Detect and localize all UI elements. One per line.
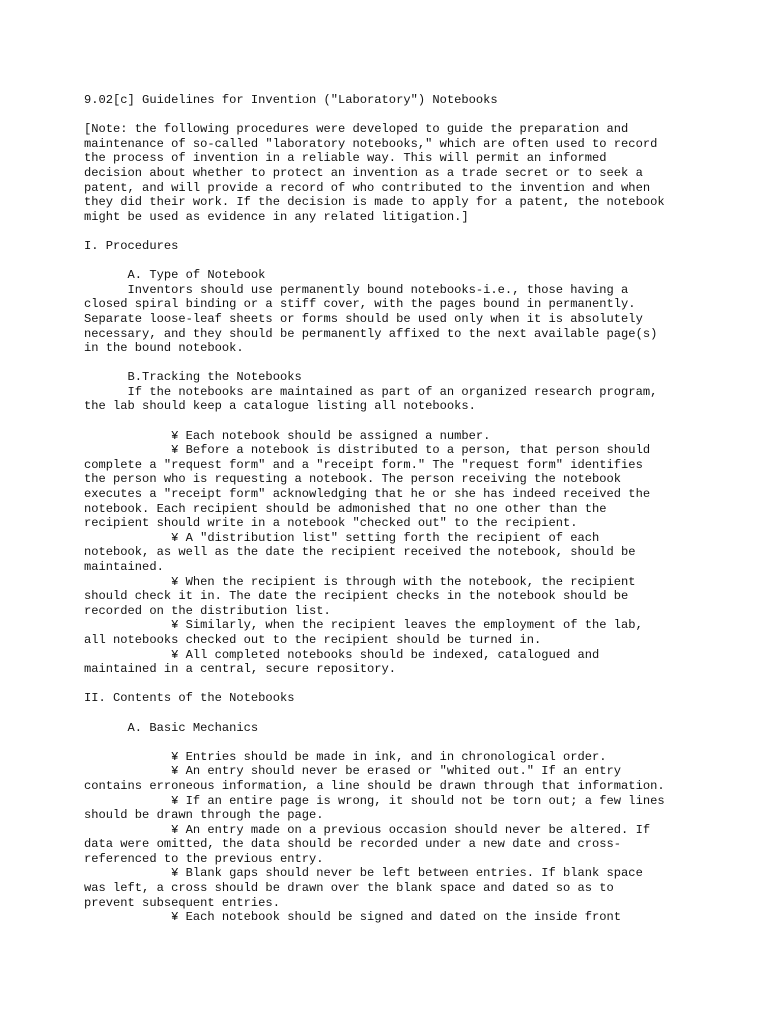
- list-item: contains erroneous information, a line should be drawn through that information.: [84, 778, 665, 793]
- spacer: [84, 735, 724, 750]
- note-line: the process of invention in a reliable way. This will permit an informed: [84, 151, 607, 166]
- paragraph-line: necessary, and they should be permanently affixed to the next available page(s): [84, 326, 658, 341]
- spacer: [84, 706, 724, 721]
- section-title-procedures: I. Procedures: [84, 238, 179, 253]
- subsection-title-tracking: B.Tracking the Notebooks: [84, 370, 302, 385]
- paragraph-line: the lab should keep a catalogue listing all notebooks.: [84, 399, 476, 414]
- list-item: ¥ Each notebook should be assigned a number.: [84, 428, 491, 443]
- note-line: maintenance of so-called "laboratory notebooks," which are often used to record: [84, 136, 658, 151]
- list-item: the person who is requesting a notebook. The person receiving the notebook: [84, 472, 622, 487]
- section-title-contents: II. Contents of the Notebooks: [84, 691, 295, 706]
- note-line: decision about whether to protect an invention as a trade secret or to seek a: [84, 165, 643, 180]
- list-item: ¥ An entry should never be erased or "whited out." If an entry: [84, 764, 622, 779]
- list-item: maintained.: [84, 560, 164, 574]
- mechanics-bullet-list: [84, 750, 724, 925]
- note-line: they did their work. If the decision is made to apply for a patent, the notebook: [84, 195, 665, 210]
- note-paragraph: [84, 122, 724, 224]
- list-item: ¥ Before a notebook is distributed to a person, that person should: [84, 443, 651, 458]
- list-item: recorded on the distribution list.: [84, 603, 331, 618]
- list-item: maintained in a central, secure repository.: [84, 662, 397, 677]
- spacer: [84, 356, 724, 371]
- list-item: should check it in. The date the recipient checks in the notebook should be: [84, 589, 629, 604]
- list-item: notebook, as well as the date the recipient received the notebook, should be: [84, 545, 636, 560]
- list-item: ¥ If an entire page is wrong, it should not be torn out; a few lines: [84, 793, 665, 808]
- list-item: ¥ Entries should be made in ink, and in chronological order.: [84, 749, 607, 764]
- note-line: [Note: the following procedures were developed to guide the preparation and: [84, 122, 629, 137]
- list-item: ¥ An entry made on a previous occasion should never be altered. If: [84, 822, 651, 837]
- subsection-title-type-of-notebook: A. Type of Notebook: [84, 268, 266, 283]
- spacer: [84, 414, 724, 429]
- paragraph-line: closed spiral binding or a stiff cover, with the pages bound in permanently.: [84, 297, 636, 312]
- list-item: ¥ Blank gaps should never be left between entries. If blank space: [84, 866, 643, 881]
- list-item: ¥ When the recipient is through with the notebook, the recipient: [84, 574, 636, 589]
- tracking-bullet-list: [84, 429, 724, 677]
- tracking-paragraph: [84, 385, 724, 414]
- list-item: recipient should write in a notebook "checked out" to the recipient.: [84, 516, 578, 531]
- subsection-title-basic-mechanics: A. Basic Mechanics: [84, 720, 259, 735]
- note-line: patent, and will provide a record of who contributed to the invention and when: [84, 180, 651, 195]
- paragraph-line: Inventors should use permanently bound notebooks-i.e., those having a: [84, 282, 629, 297]
- list-item: prevent subsequent entries.: [84, 895, 280, 910]
- paragraph-line: If the notebooks are maintained as part of an organized research program,: [84, 384, 658, 399]
- type-of-notebook-paragraph: [84, 283, 724, 356]
- list-item: was left, a cross should be drawn over the blank space and dated so as to: [84, 881, 614, 896]
- paragraph-line: in the bound notebook.: [84, 341, 244, 356]
- spacer: [84, 677, 724, 692]
- spacer: [84, 254, 724, 269]
- spacer: [84, 108, 724, 123]
- document-page: [84, 93, 724, 925]
- list-item: should be drawn through the page.: [84, 808, 324, 823]
- list-item: ¥ All completed notebooks should be indexed, catalogued and: [84, 647, 600, 662]
- list-item: all notebooks checked out to the recipient should be turned in.: [84, 632, 542, 647]
- list-item: ¥ Each notebook should be signed and dated on the inside front: [84, 910, 622, 925]
- list-item: data were omitted, the data should be recorded under a new date and cross-: [84, 837, 622, 852]
- document-heading: 9.02[c] Guidelines for Invention ("Laboratory") Notebooks: [84, 93, 498, 107]
- list-item: complete a "request form" and a "receipt form." The "request form" identifies: [84, 457, 643, 472]
- list-item: notebook. Each recipient should be admonished that no one other than the: [84, 501, 607, 516]
- spacer: [84, 224, 724, 239]
- list-item: ¥ A "distribution list" setting forth the recipient of each: [84, 530, 600, 545]
- note-line: might be used as evidence in any related litigation.]: [84, 209, 469, 224]
- list-item: referenced to the previous entry.: [84, 851, 324, 866]
- list-item: ¥ Similarly, when the recipient leaves the employment of the lab,: [84, 618, 643, 633]
- paragraph-line: Separate loose-leaf sheets or forms should be used only when it is absolutely: [84, 311, 643, 326]
- list-item: executes a "receipt form" acknowledging that he or she has indeed received the: [84, 487, 651, 502]
